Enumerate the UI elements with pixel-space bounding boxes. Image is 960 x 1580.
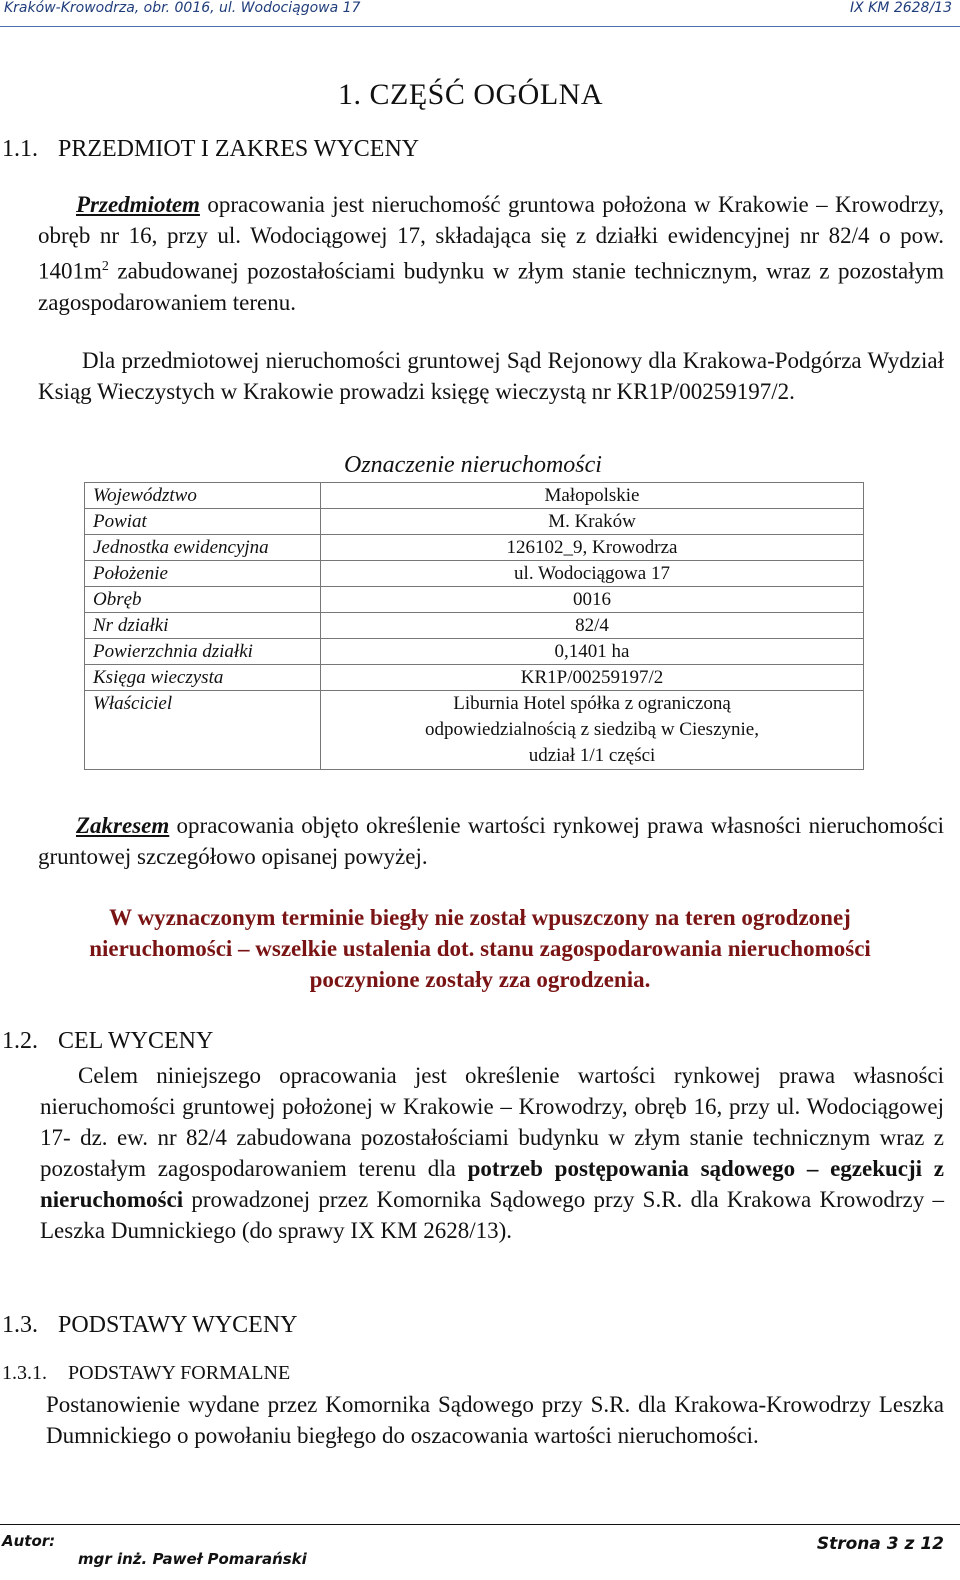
- page-header: [0, 0, 960, 30]
- paragraph-scope: [38, 810, 944, 872]
- warning-line: W wyznaczonym terminie biegły nie został wpuszczony na teren ogrodzonej: [109, 905, 851, 930]
- paragraph-emphasis: potrzeb postępowania sądowego – egzekucji z nieruchomości: [40, 1156, 944, 1212]
- paragraph-text: prowadzonej przez Komornika Sądowego przy S.R. dla Krakowa Krowodrzy – Leszka Dumnickiego (do sprawy IX KM 2628/13).: [40, 1187, 944, 1243]
- paragraph-text: opracowania objęto określenie wartości rynkowej prawa własności nieruchomości gruntowej szczegółowo opisanej powyżej.: [38, 813, 944, 869]
- heading-1-3-1: [2, 1362, 290, 1385]
- paragraph-text: Celem niniejszego opracowania jest określenie wartości rynkowej prawa własności nieruchomości gruntowej położonej w Krakowie – Krowodrzy, obręb 16, przy ul. Wodociągowej 17- dz. ew. nr 82/4 zabudowana pozostałościami budynku w złym stanie technicznym wraz z pozostałym zagospodarowaniem terenu dla: [40, 1063, 944, 1181]
- paragraph-text: opracowania jest nieruchomość gruntowa położona w Krakowie – Krowodrzy, obręb nr 16, przy ul. Wodociągowej 17, składająca się z działki ewidencyjnej nr 82/4 o pow. 1401m: [38, 192, 944, 284]
- heading-number: 1.3.1.: [2, 1362, 47, 1384]
- heading-number: 1.3.: [2, 1312, 38, 1338]
- table-key: Województwo: [85, 483, 321, 509]
- table-row: [85, 665, 864, 691]
- heading-text: PODSTAWY FORMALNE: [68, 1362, 291, 1384]
- table-value: 82/4: [321, 613, 864, 639]
- page-number: Strona 3 z 12: [816, 1534, 944, 1554]
- header-case-number: IX KM 2628/13: [849, 0, 952, 16]
- heading-1-1: [2, 136, 419, 163]
- section-title: 1. CZĘŚĆ OGÓLNA: [338, 78, 604, 111]
- paragraph-lead: Przedmiotem: [76, 192, 200, 217]
- heading-text: PODSTAWY WYCENY: [58, 1312, 298, 1338]
- header-rule: [0, 26, 960, 27]
- table-value: 0,1401 ha: [321, 639, 864, 665]
- table-value: 126102_9, Krowodrza: [321, 535, 864, 561]
- superscript: 2: [101, 259, 109, 274]
- owner-line: udział 1/1 części: [528, 745, 656, 766]
- table-value: ul. Wodociągowa 17: [321, 561, 864, 587]
- paragraph-subject: [38, 189, 944, 318]
- heading-text: CEL WYCENY: [58, 1028, 214, 1054]
- heading-text: PRZEDMIOT I ZAKRES WYCENY: [58, 136, 420, 162]
- paragraph-purpose: [40, 1060, 944, 1246]
- paragraph-land-register: Dla przedmiotowej nieruchomości gruntowej Sąd Rejonowy dla Krakowa-Podgórza Wydział Ksiąg Wieczystych w Krakowie prowadzi księgę wieczystą nr KR1P/00259197/2.: [38, 348, 944, 404]
- owner-line: odpowiedzialnością z siedzibą w Cieszynie,: [425, 719, 759, 740]
- table-key: Powierzchnia działki: [85, 639, 321, 665]
- paragraph-text: zabudowanej pozostałościami budynku w złym stanie technicznym, wraz z pozostałym zagospodarowaniem terenu.: [38, 258, 944, 315]
- table-row: [85, 535, 864, 561]
- table-key: Jednostka ewidencyjna: [85, 535, 321, 561]
- table-row: [85, 561, 864, 587]
- table-key: Powiat: [85, 509, 321, 535]
- paragraph-lead: Zakresem: [76, 813, 170, 838]
- table-key: Księga wieczysta: [85, 665, 321, 691]
- table-value: KR1P/00259197/2: [321, 665, 864, 691]
- table-row: [85, 639, 864, 665]
- property-table: [84, 482, 864, 770]
- footer-rule: [0, 1524, 960, 1525]
- table-key: Położenie: [85, 561, 321, 587]
- table-value: M. Kraków: [321, 509, 864, 535]
- table-row: [85, 509, 864, 535]
- author-label: Autor:: [2, 1532, 56, 1550]
- owner-line: Liburnia Hotel spółka z ograniczoną: [453, 693, 731, 714]
- heading-1-2: [2, 1028, 213, 1055]
- table-row: [85, 587, 864, 613]
- table-row: [85, 613, 864, 639]
- table-key: Obręb: [85, 587, 321, 613]
- author-name: mgr inż. Paweł Pomarański: [78, 1550, 307, 1568]
- header-location: Kraków-Krowodrza, obr. 0016, ul. Wodociągowa 17: [4, 0, 361, 16]
- table-caption: Oznaczenie nieruchomości: [344, 452, 602, 478]
- table-row: [85, 483, 864, 509]
- table-value: 0016: [321, 587, 864, 613]
- heading-number: 1.1.: [2, 136, 38, 162]
- warning-note: [0, 902, 960, 995]
- table-key: Nr działki: [85, 613, 321, 639]
- warning-line: poczynione zostały zza ogrodzenia.: [309, 967, 651, 992]
- paragraph-formal-basis: Postanowienie wydane przez Komornika Sądowego przy S.R. dla Krakowa-Krowodrzy Leszka Dumnickiego o powołaniu biegłego do oszacowania wartości nieruchomości.: [46, 1392, 944, 1448]
- heading-number: 1.2.: [2, 1028, 38, 1054]
- table-value-owner: [321, 691, 864, 770]
- warning-line: nieruchomości – wszelkie ustalenia dot. stanu zagospodarowania nieruchomości: [89, 936, 871, 961]
- table-row: [85, 691, 864, 770]
- table-value: Małopolskie: [321, 483, 864, 509]
- heading-1-3: [2, 1312, 297, 1339]
- page-footer: [0, 1518, 960, 1580]
- table-key: Właściciel: [85, 691, 321, 770]
